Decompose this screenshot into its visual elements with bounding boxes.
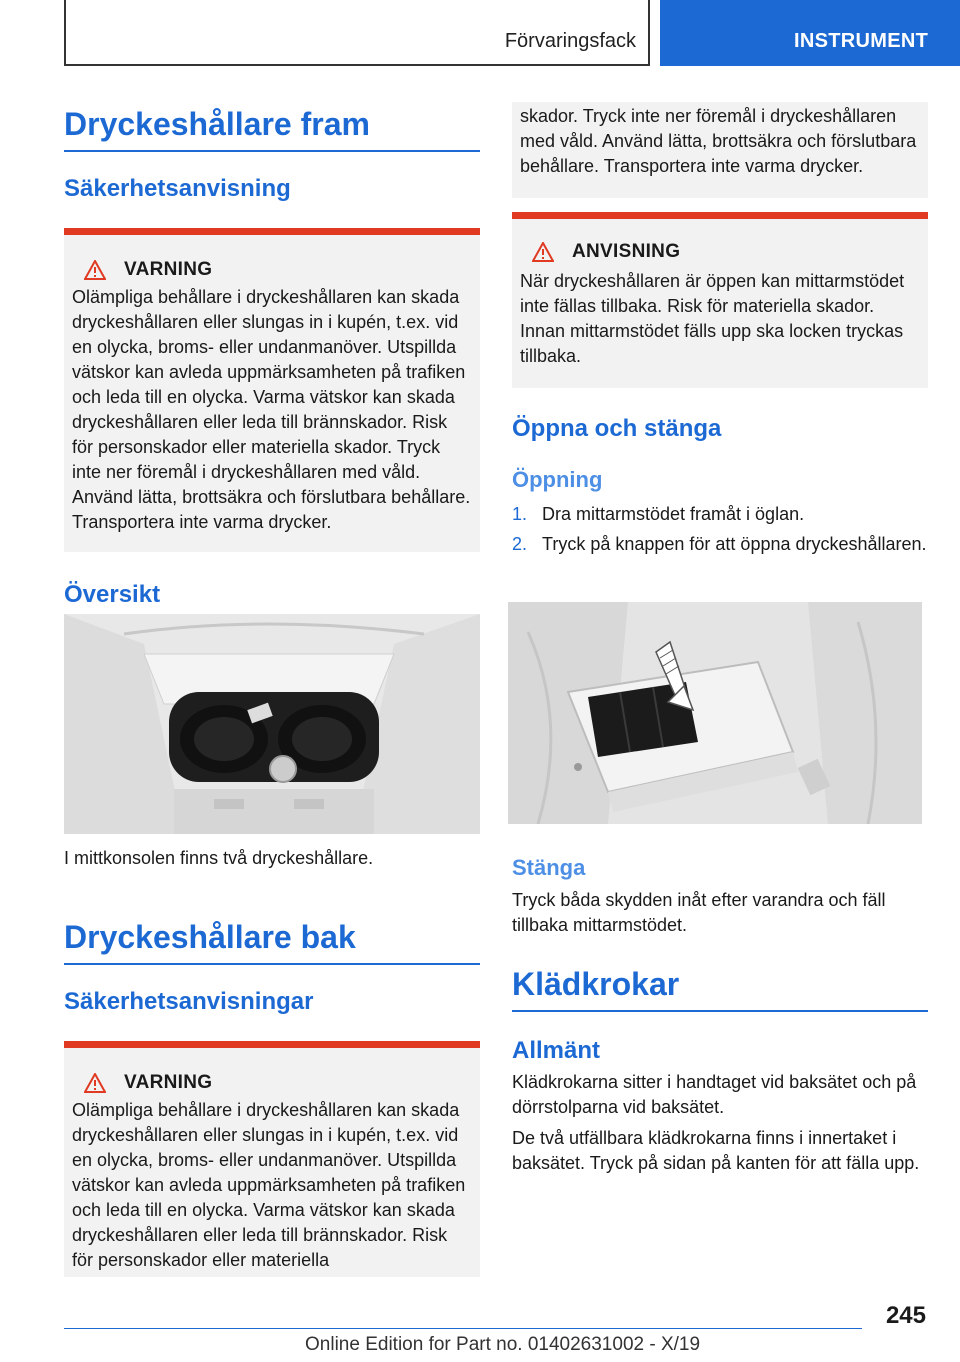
general-text-2: De två utfällbara klädkrokarna finns i innertaket i baksätet. Tryck på sidan på kanten för att fälla upp. — [512, 1128, 920, 1173]
overview-heading: Översikt — [64, 581, 161, 608]
footer-edition-link[interactable]: Online Edition for Part no. 01402631002 - X/19 — [305, 1334, 701, 1355]
front-holder-title: Dryckeshållare fram — [64, 106, 370, 142]
title-rule — [512, 1010, 928, 1012]
warning-header — [72, 235, 472, 287]
right-column-lower — [512, 854, 928, 1176]
warning-label: VARNING — [124, 1072, 213, 1093]
warning-triangle-icon — [532, 242, 554, 262]
opening-heading: Öppning — [512, 467, 603, 492]
hooks-title: Klädkrokar — [512, 966, 680, 1002]
warning-label: VARNING — [124, 259, 213, 280]
notice-label: ANVISNING — [572, 241, 681, 262]
warning-box-rear — [64, 1041, 480, 1277]
warning-triangle-icon — [84, 260, 106, 280]
step-text: Tryck på knappen för att öppna dryckeshållaren. — [542, 534, 927, 554]
general-heading: Allmänt — [512, 1037, 601, 1064]
step-text: Dra mittarmstödet framåt i öglan. — [542, 504, 805, 524]
header-section-tab — [64, 0, 650, 66]
notice-header — [520, 219, 920, 269]
list-item — [512, 532, 928, 557]
left-column — [64, 104, 480, 610]
overview-caption: I mittkonsolen finns två dryckeshållare. — [64, 848, 374, 868]
rear-armrest-photo — [508, 602, 922, 824]
warning-box-front — [64, 228, 480, 552]
header-section-title: Förvaringsfack — [504, 30, 636, 52]
warning-triangle-icon — [84, 1073, 106, 1093]
step-number: 1. — [512, 504, 528, 524]
footer-rule — [64, 1328, 862, 1329]
notice-text: När dryckeshållaren är öppen kan mittarmstödet inte fällas tillbaka. Risk för materiella skador. Innan mittarmstödet fälls upp ska locken tryckas tillbaka. — [520, 271, 905, 366]
right-column — [512, 102, 928, 557]
title-rule — [64, 963, 480, 965]
warning-box-continued — [512, 102, 928, 198]
notice-box — [512, 212, 928, 388]
title-rule — [64, 150, 480, 152]
open-close-heading: Öppna och stänga — [512, 415, 722, 442]
header-chapter-tab — [660, 0, 960, 66]
warning-text: Olämpliga behållare i dryckeshållaren kan skada dryckeshållaren eller slungas in i kupén, t.ex. vid en olycka, broms- eller undanmanöver. Utspillda vätskor kan avleda uppmärksamheten på trafiken och leda till en olycka. Varma vätskor kan skada dryckeshållaren eller leda till brännskador. Risk för personskador eller materiella skador. Tryck inte ner föremål i dryckeshållaren med våld. Använd lätta, brottsäkra och förslutbara behållare. Transportera inte varma drycker. — [72, 287, 471, 532]
rear-safety-heading: Säkerhetsanvisningar — [64, 988, 314, 1015]
left-column-lower — [64, 846, 480, 1277]
warning-text-continued: skador. Tryck inte ner föremål i dryckeshållaren med våld. Använd lätta, brottsäkra och förslutbara behållare. Transportera inte varma drycker. — [520, 106, 917, 176]
step-number: 2. — [512, 534, 528, 554]
warning-header — [72, 1048, 472, 1100]
opening-steps — [512, 502, 928, 557]
front-safety-heading: Säkerhetsanvisning — [64, 175, 291, 202]
rear-holder-title: Dryckeshållare bak — [64, 919, 356, 955]
list-item — [512, 502, 928, 527]
page-number: 245 — [885, 1302, 926, 1329]
close-text: Tryck båda skydden inåt efter varandra och fäll tillbaka mittarmstödet. — [512, 890, 886, 935]
warning-text: Olämpliga behållare i dryckeshållaren kan skada dryckeshållaren eller slungas in i kupén, t.ex. vid en olycka, broms- eller undanmanöver. Utspillda vätskor kan avleda uppmärksamheten på trafiken och leda till en olycka. Varma vätskor kan skada dryckeshållaren eller leda till brännskador. Risk för personskador eller materiella — [72, 1100, 466, 1270]
close-heading: Stänga — [512, 855, 586, 880]
header-chapter-title: INSTRUMENT — [794, 30, 929, 52]
general-text-1: Klädkrokarna sitter i handtaget vid baksätet och på dörrstolparna vid baksätet. — [512, 1072, 917, 1117]
front-cupholder-photo — [64, 614, 480, 834]
